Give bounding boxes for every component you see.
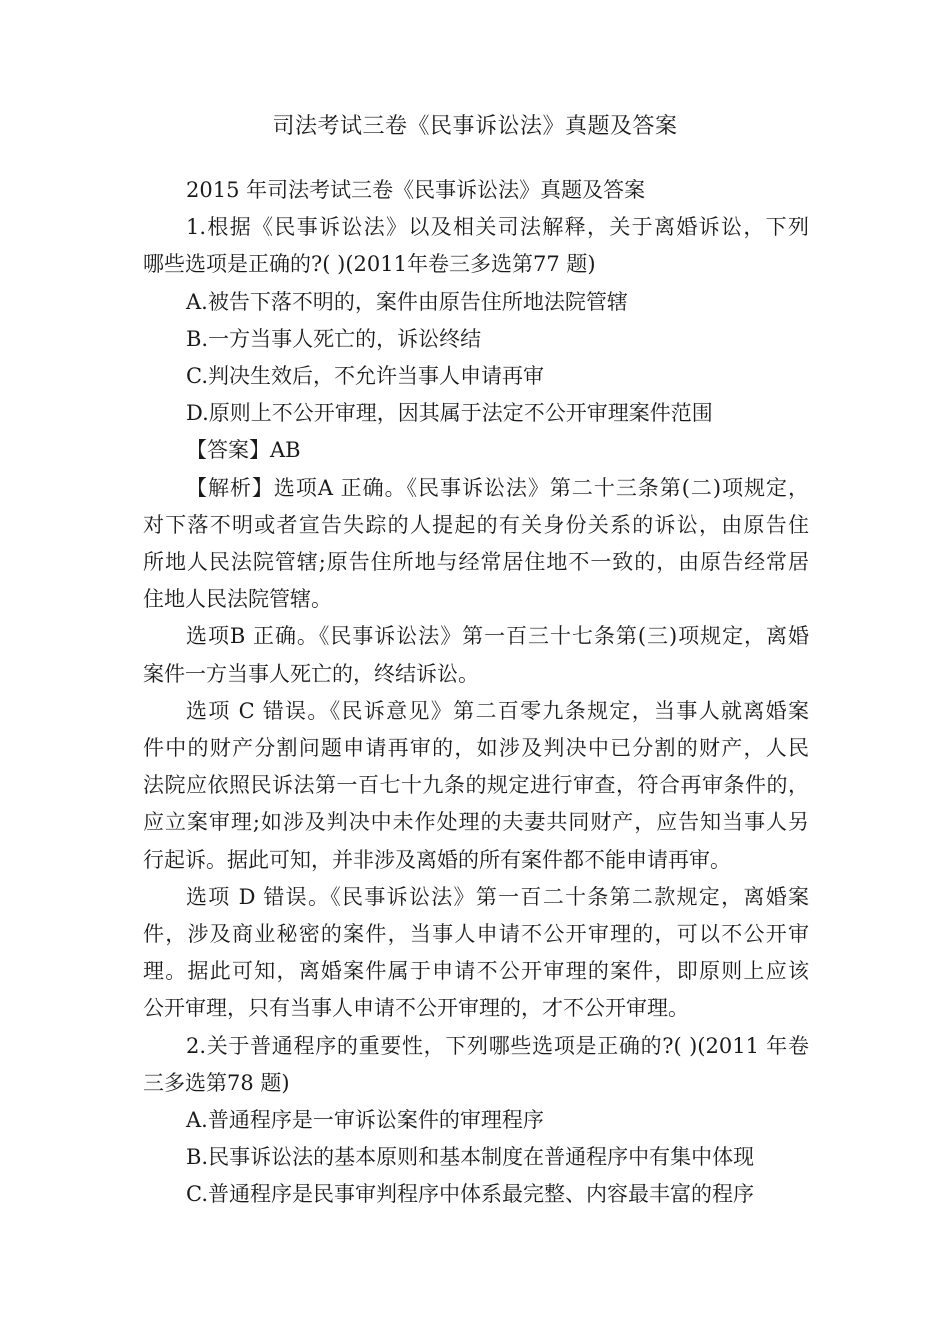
text-line: A.普通程序是一审诉讼案件的审理程序 [186, 1108, 544, 1133]
text-line: 应立案审理;如涉及判决中未作处理的夫妻共同财产，应告知当事人另 [143, 810, 809, 835]
text-line: 法院应依照民诉法第一百七十九条的规定进行审查，符合再审条件的， [143, 773, 809, 798]
text-line: 件中的财产分割问题申请再审的，如涉及判决中已分割的财产，人民 [143, 736, 809, 761]
text-line: 【解析】选项A 正确。《民事诉讼法》第二十三条第(二)项规定， [186, 475, 809, 500]
text-line: C.普通程序是民事审判程序中体系最完整、内容最丰富的程序 [186, 1182, 754, 1207]
paragraph [143, 693, 809, 879]
document-title: 司法考试三卷《民事诉讼法》真题及答案 [272, 114, 678, 139]
text-line: B.民事诉讼法的基本原则和基本制度在普通程序中有集中体现 [186, 1145, 755, 1170]
text-line: B.一方当事人死亡的，诉讼终结 [186, 326, 482, 351]
paragraph [143, 358, 809, 395]
text-line: 2015 年司法考试三卷《民事诉讼法》真题及答案 [186, 178, 646, 202]
paragraph [143, 321, 809, 358]
text-line: A.被告下落不明的，案件由原告住所地法院管辖 [186, 289, 628, 314]
text-line: 理。据此可知，离婚案件属于申请不公开审理的案件，即原则上应该 [143, 959, 809, 984]
paragraph [143, 1139, 809, 1176]
paragraph [143, 1028, 809, 1102]
text-line: 对下落不明或者宣告失踪的人提起的有关身份关系的诉讼，由原告住 [143, 512, 809, 537]
paragraph [143, 284, 809, 321]
paragraph [143, 1176, 809, 1213]
text-line: 选项B 正确。《民事诉讼法》第一百三十七条第(三)项规定，离婚 [186, 624, 809, 649]
paragraph [143, 1102, 809, 1139]
paragraph [143, 395, 809, 432]
text-line: 哪些选项是正确的?( )(2011年卷三多选第77 题) [143, 252, 596, 277]
paragraph [143, 432, 809, 469]
text-line: 公开审理，只有当事人申请不公开审理的，才不公开审理。 [143, 996, 689, 1021]
paragraph [143, 470, 809, 619]
text-line: 选项 C 错误。《民诉意见》第二百零九条规定，当事人就离婚案 [186, 698, 809, 723]
document-body [143, 172, 809, 1214]
paragraph [143, 879, 809, 1028]
text-line: 三多选第78 题) [143, 1070, 290, 1095]
text-line: 件，涉及商业秘密的案件，当事人申请不公开审理的，可以不公开审 [143, 922, 809, 947]
text-line: 【答案】AB [186, 438, 301, 463]
paragraph [143, 172, 809, 209]
text-line: 2.关于普通程序的重要性，下列哪些选项是正确的?( )(2011 年卷 [186, 1033, 809, 1058]
text-line: 选项 D 错误。《民事诉讼法》第一百二十条第二款规定，离婚案 [186, 884, 809, 909]
text-line: 1.根据《民事诉讼法》以及相关司法解释，关于离婚诉讼，下列 [186, 215, 809, 240]
text-line: 住地人民法院管辖。 [143, 587, 332, 612]
paragraph [143, 209, 809, 283]
text-line: 所地人民法院管辖;原告住所地与经常居住地不一致的，由原告经常居 [143, 550, 809, 575]
text-line: 行起诉。据此可知，并非涉及离婚的所有案件都不能申请再审。 [143, 847, 731, 872]
paragraph [143, 618, 809, 692]
text-line: 案件一方当事人死亡的，终结诉讼。 [143, 661, 479, 686]
text-line: C.判决生效后，不允许当事人申请再审 [186, 364, 544, 389]
text-line: D.原则上不公开审理，因其属于法定不公开审理案件范围 [186, 401, 713, 426]
